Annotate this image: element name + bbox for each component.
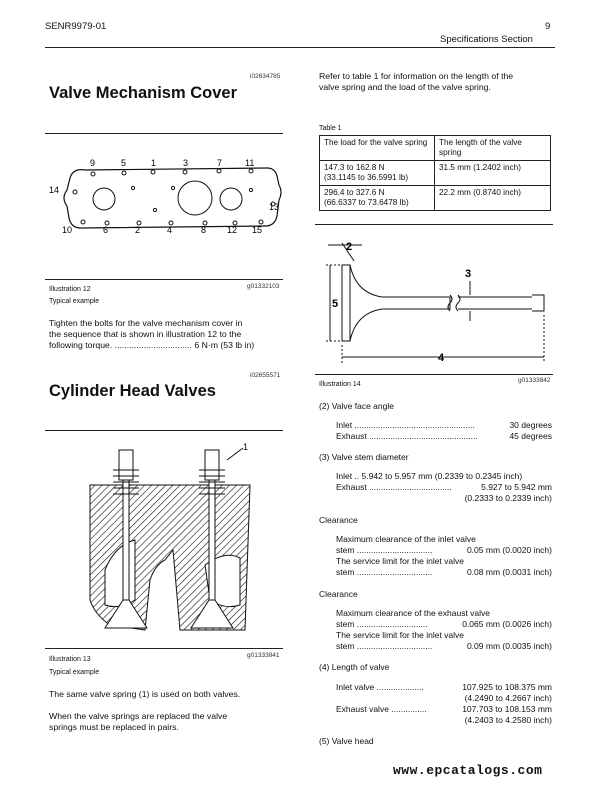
spec-label: Maximum clearance of the inlet valve [336, 534, 476, 544]
body-text: When the valve springs are replaced the valve [49, 711, 228, 721]
section-heading: Cylinder Head Valves [49, 382, 216, 400]
spring-callout: 1 [243, 442, 249, 452]
spec-heading: Clearance [319, 589, 358, 599]
body-text: The same valve spring (1) is used on both valves. [49, 689, 241, 699]
spec-heading: (2) Valve face angle [319, 401, 394, 411]
spec-value: 0.065 mm (0.0026 inch) [462, 619, 552, 629]
spec-label: Exhaust .............................................. [336, 431, 478, 441]
spec-value: 107.703 to 108.153 mm [462, 704, 552, 714]
table-row [320, 161, 551, 186]
caption: Typical example [49, 669, 100, 676]
spec-value: 0.09 mm (0.0035 inch) [466, 641, 552, 651]
bolt-label: 1 [151, 158, 157, 168]
ref-id: i02655571 [250, 372, 281, 379]
bolt-label: 12 [227, 225, 238, 235]
valve-cover-diagram [45, 150, 285, 240]
bolt-label: 10 [62, 225, 73, 235]
spec-label: The service limit for the inlet valve [336, 556, 465, 566]
bolt-label: 4 [167, 225, 173, 235]
figure-rule [45, 648, 283, 649]
table-header-row [320, 136, 551, 161]
bolt-label: 7 [217, 158, 223, 168]
spec-label: stem ................................ [336, 641, 433, 651]
body-text: the sequence that is shown in illustration 12 to the [49, 329, 242, 339]
illustration-id: g01333841 [247, 652, 280, 659]
table-cell: 31.5 mm (1.2402 inch) [435, 161, 551, 186]
bolt-label: 2 [135, 225, 141, 235]
spec-value: 45 degrees [509, 431, 552, 441]
footer-url[interactable]: www.epcatalogs.com [393, 763, 543, 778]
spec-label: Exhaust valve ............... [336, 704, 427, 714]
callout-label: 4 [438, 352, 445, 364]
spec-table [319, 135, 551, 211]
illustration-label: Illustration 14 [319, 381, 361, 388]
table-cell: 296.4 to 327.6 N (66.6337 to 73.6478 lb) [320, 186, 435, 211]
figure-rule [45, 430, 283, 431]
spec-heading: Clearance [319, 515, 358, 525]
bolt-label: 11 [245, 158, 255, 168]
callout-label: 2 [346, 241, 353, 253]
spec-label: Maximum clearance of the exhaust valve [336, 608, 491, 618]
section-title: Specifications Section [440, 34, 533, 45]
body-text: valve spring and the load of the valve spring. [319, 82, 491, 92]
spec-label: Exhaust ................................... [336, 482, 452, 492]
bolt-label: 15 [252, 225, 263, 235]
header-rule [45, 47, 555, 48]
valve-dimension-diagram [322, 233, 550, 368]
spec-value: 0.08 mm (0.0031 inch) [466, 567, 552, 577]
bolt-label: 14 [49, 185, 60, 195]
bolt-label: 6 [103, 225, 109, 235]
bolt-label: 5 [121, 158, 127, 168]
spec-heading: (3) Valve stem diameter [319, 452, 409, 462]
bolt-label: 9 [90, 158, 96, 168]
spec-value: 0.05 mm (0.0020 inch) [466, 545, 552, 555]
cylinder-head-diagram [55, 440, 270, 640]
spec-value: (4.2490 to 4.2667 inch) [464, 693, 552, 703]
spec-heading: (5) Valve head [319, 736, 374, 746]
spec-label: The service limit for the inlet valve [336, 630, 465, 640]
spec-label: stem ................................ [336, 545, 433, 555]
spec-value: 5.927 to 5.942 mm [481, 482, 552, 492]
table-cell: 147.3 to 162.8 N (33.1145 to 36.5991 lb) [320, 161, 435, 186]
table-cell: 22.2 mm (0.8740 inch) [435, 186, 551, 211]
body-text: springs must be replaced in pairs. [49, 722, 179, 732]
figure-rule [315, 374, 553, 375]
illustration-id: g01333842 [518, 377, 551, 384]
table-header: The load for the valve spring [320, 136, 435, 161]
body-text: Refer to table 1 for information on the length of the [319, 71, 514, 81]
body-text: Tighten the bolts for the valve mechanism cover in [49, 318, 243, 328]
spec-value: (0.2333 to 0.2339 inch) [464, 493, 552, 503]
callout-label: 3 [465, 268, 472, 280]
bolt-label: 3 [183, 158, 189, 168]
spec-label: stem .............................. [336, 619, 428, 629]
bolt-label: 8 [201, 225, 207, 235]
table-row [320, 186, 551, 211]
table-label: Table 1 [319, 125, 342, 132]
callout-label: 5 [332, 298, 339, 310]
spec-heading: (4) Length of valve [319, 662, 390, 672]
spec-label: Inlet valve .................... [336, 682, 424, 692]
illustration-id: g01332103 [247, 283, 280, 290]
body-text: following torque. ................................ 6 N·m (53 lb in) [49, 340, 255, 350]
spec-value: 107.925 to 108.375 mm [462, 682, 552, 692]
page-number: 9 [545, 21, 551, 32]
table-header: The length of the valve spring [435, 136, 551, 161]
spec-value: (4.2403 to 4.2580 inch) [464, 715, 552, 725]
spec-label: Inlet ................................................... [336, 420, 475, 430]
bolt-label: 13 [269, 202, 280, 212]
ref-id: i02634785 [250, 73, 281, 80]
illustration-label: Illustration 13 [49, 656, 91, 663]
spec-value: 30 degrees [509, 420, 552, 430]
section-heading: Valve Mechanism Cover [49, 84, 238, 102]
figure-rule [45, 279, 283, 280]
figure-rule [315, 224, 553, 225]
doc-id: SENR9979-01 [45, 21, 107, 32]
spec-value: Inlet .. 5.942 to 5.957 mm (0.2339 to 0.2345 inch) [336, 471, 523, 481]
figure-rule [45, 133, 283, 134]
caption: Typical example [49, 298, 100, 305]
illustration-label: Illustration 12 [49, 286, 91, 293]
spec-label: stem ................................ [336, 567, 433, 577]
